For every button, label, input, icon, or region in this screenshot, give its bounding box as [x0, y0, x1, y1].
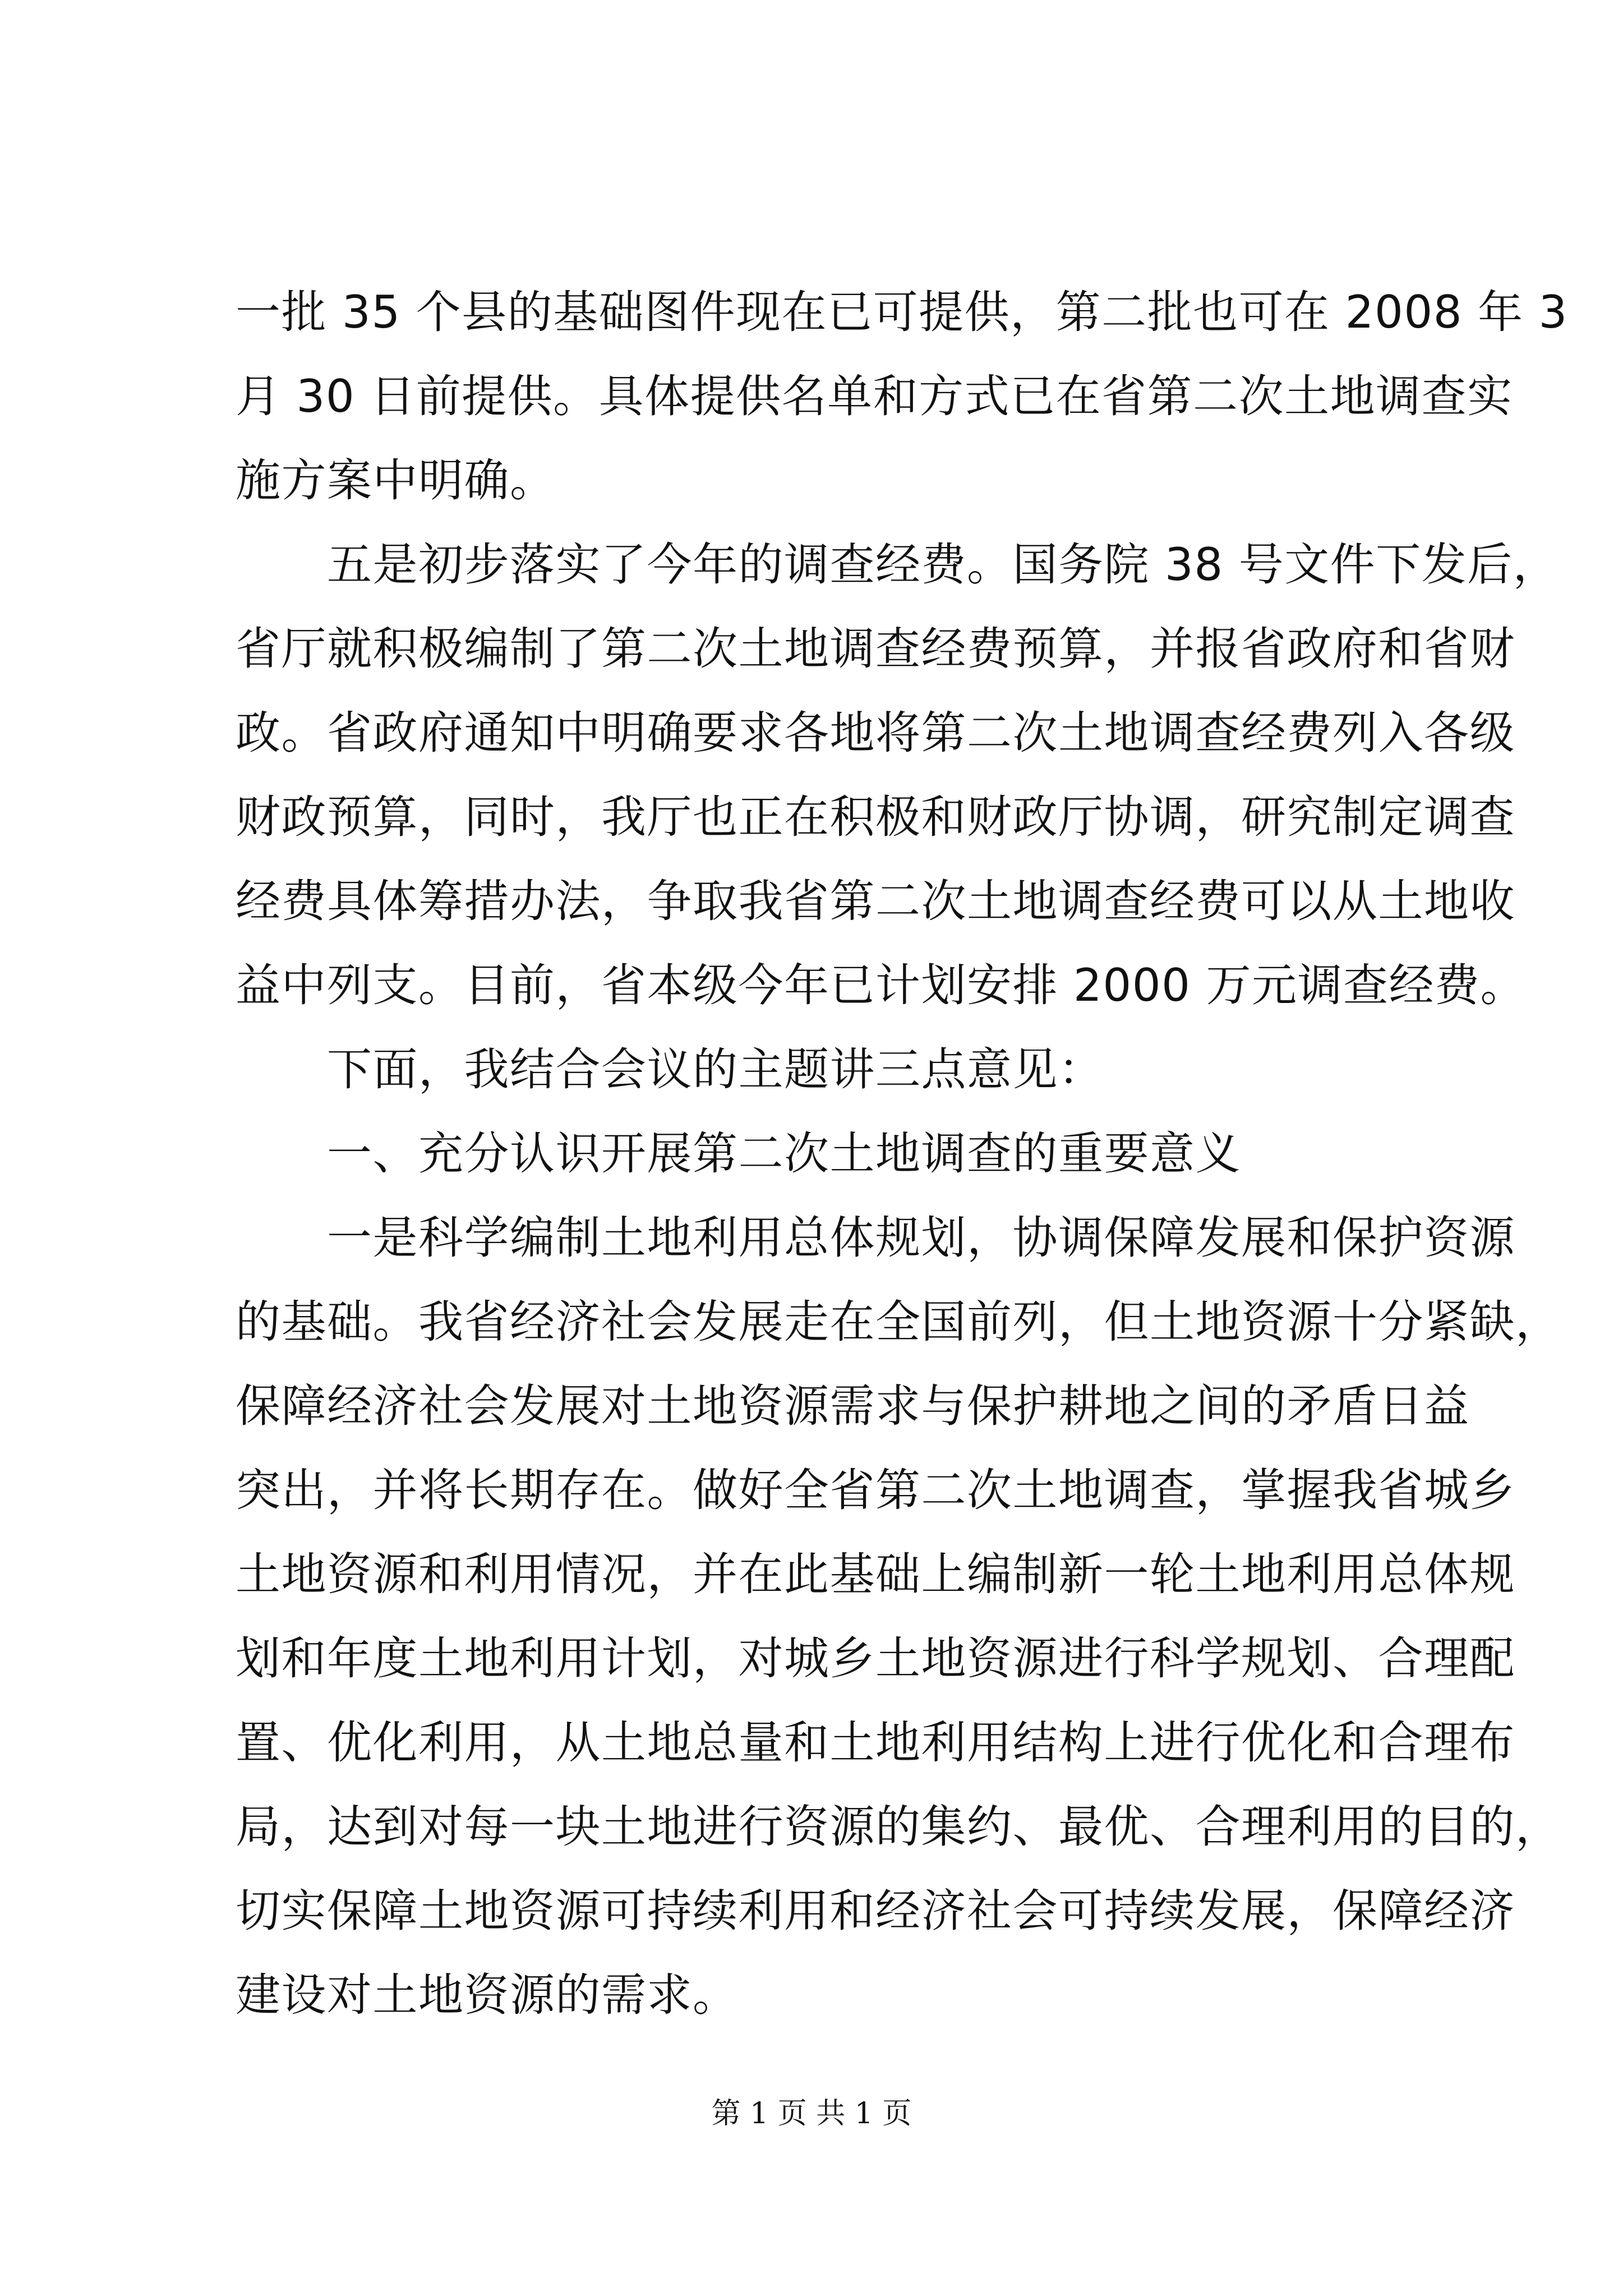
page-footer: 第 1 页 共 1 页 [711, 2097, 912, 2131]
text-line: 下面，我结合会议的主题讲三点意见： [236, 1043, 1104, 1096]
text-line: 划和年度土地利用计划，对城乡土地资源进行科学规划、合理配 [236, 1632, 1515, 1685]
text-line: 施方案中明确。 [236, 454, 556, 507]
text-line: 政。省政府通知中明确要求各地将第二次土地调查经费列入各级 [236, 707, 1515, 759]
text-line: 财政预算，同时，我厅也正在积极和财政厅协调，研究制定调查 [236, 791, 1515, 843]
text-line: 土地资源和利用情况，并在此基础上编制新一轮土地利用总体规 [236, 1548, 1515, 1600]
text-line: 省厅就积极编制了第二次土地调查经费预算，并报省政府和省财 [236, 623, 1515, 675]
text-line: 益中列支。目前，省本级今年已计划安排 2000 万元调查经费。 [236, 959, 1526, 1011]
section-heading: 一、充分认识开展第二次土地调查的重要意义 [236, 1128, 1241, 1180]
text-line: 一批 35 个县的基础图件现在已可提供，第二批也可在 2008 年 3 [236, 286, 1568, 338]
text-line: 建设对土地资源的需求。 [236, 1969, 739, 2021]
text-line: 经费具体筹措办法，争取我省第二次土地调查经费可以从土地收 [236, 875, 1515, 927]
text-line: 置、优化利用，从土地总量和土地利用结构上进行优化和合理布 [236, 1717, 1515, 1769]
document-body [236, 270, 1568, 2037]
text-line: 五是初步落实了今年的调查经费。国务院 38 号文件下发后， [236, 539, 1559, 591]
text-line: 保障经济社会发展对土地资源需求与保护耕地之间的矛盾日益 [236, 1380, 1470, 1432]
text-line: 月 30 日前提供。具体提供名单和方式已在省第二次土地调查实 [236, 370, 1513, 422]
text-line: 的基础。我省经济社会发展走在全国前列，但土地资源十分紧缺， [236, 1296, 1561, 1348]
text-line: 突出，并将长期存在。做好全省第二次土地调查，掌握我省城乡 [236, 1464, 1515, 1516]
text-line: 切实保障土地资源可持续利用和经济社会可持续发展，保障经济 [236, 1885, 1515, 1937]
text-line: 一是科学编制土地利用总体规划，协调保障发展和保护资源 [236, 1212, 1515, 1264]
text-line: 局，达到对每一块土地进行资源的集约、最优、合理利用的目的， [236, 1801, 1561, 1853]
